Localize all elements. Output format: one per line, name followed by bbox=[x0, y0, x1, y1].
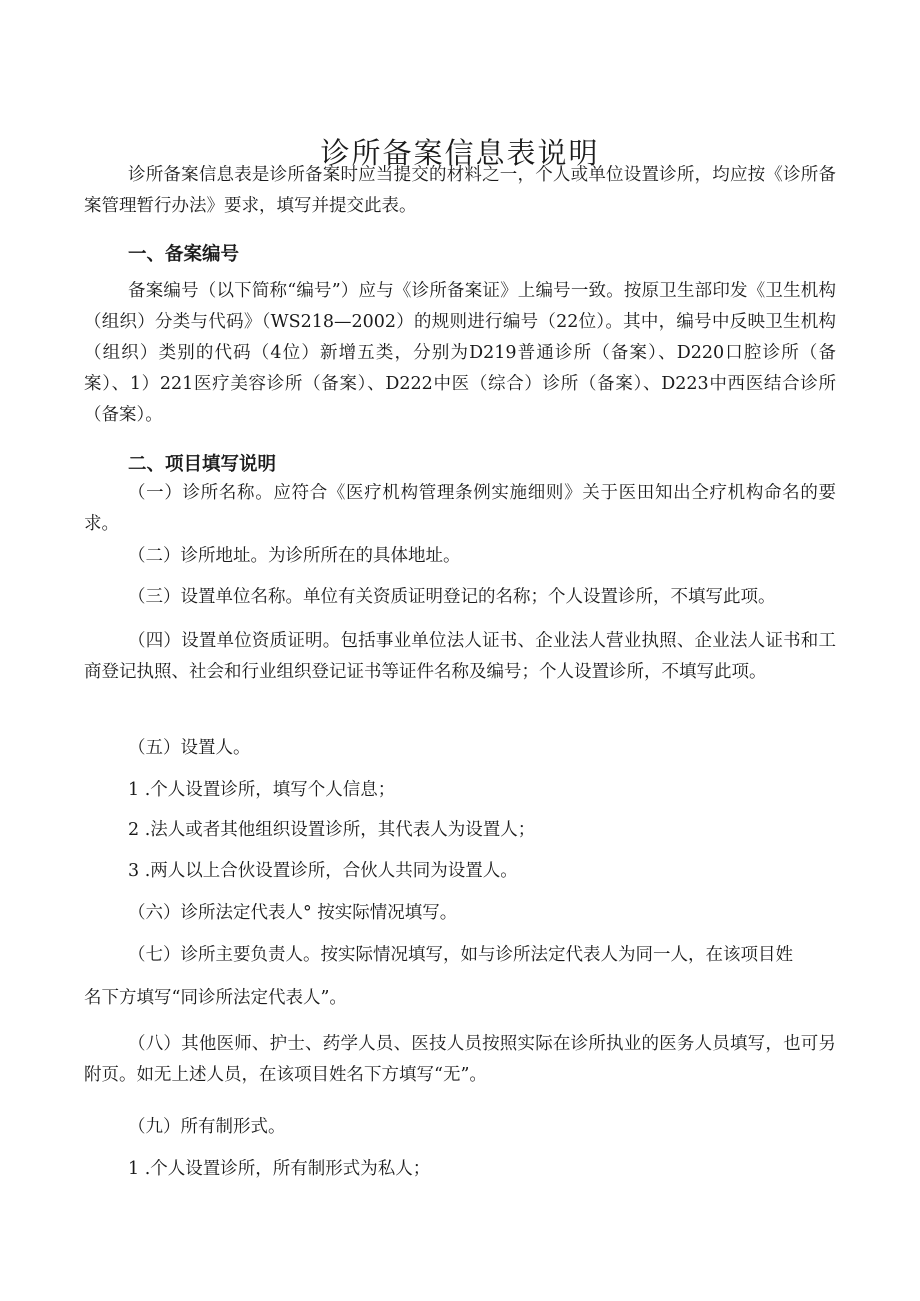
item-clinic-name: （一）诊所名称。应符合《医疗机构管理条例实施细则》关于医田知出仝疗机构命名的要求。 bbox=[84, 483, 836, 534]
item-ownership-rule-1: 1 .个人设置诊所，所有制形式为私人； bbox=[128, 1159, 431, 1179]
item-establisher-rule-2: 2 .法人或者其他组织设置诊所，其代表人为设置人； bbox=[128, 820, 536, 840]
item-clinic-address: （二）诊所地址。为诊所所在的具体地址。 bbox=[128, 546, 461, 566]
section-heading-filing-number: 一、备案编号 bbox=[128, 244, 240, 265]
item-unit-name: （三）设置单位名称。单位有关资质证明登记的名称；个人设置诊所，不填写此项。 bbox=[128, 587, 776, 607]
page-title: 诊所备案信息表说明 bbox=[320, 136, 600, 171]
section-heading-item-instructions: 二、项目填写说明 bbox=[128, 454, 277, 475]
item-establisher: （五）设置人。 bbox=[128, 738, 251, 758]
item-establisher-rule-3: 3 .两人以上合伙设置诊所，合伙人共同为设置人。 bbox=[128, 861, 518, 881]
item-ownership: （九）所有制形式。 bbox=[128, 1117, 286, 1137]
item-legal-representative: （六）诊所法定代表人° 按实际情况填写。 bbox=[128, 903, 458, 923]
filing-number-paragraph: 备案编号（以下简称“编号”）应与《诊所备案证》上编号一致。按原卫生部印发《卫生机构（组织）分类与代码》（WS218—2002）的规则进行编号（22位）。其中，编号中反映卫生机构（组织）类别的代码（4位）新增五类，分别为D219普通诊所（备案）、D220口腔诊所（备案）、1）221医疗美容诊所（备案）、D222中医（综合）诊所（备案）、D223中西医结合诊所（备案）。 bbox=[84, 281, 836, 425]
intro-paragraph: 诊所备案信息表是诊所备案时应当提交的材料之一，个人或单位设置诊所，均应按《诊所备案管理暂行办法》要求，填写并提交此表。 bbox=[84, 165, 836, 216]
item-other-staff: （八）其他医师、护士、药学人员、医技人员按照实际在诊所执业的医务人员填写，也可另附页。如无上述人员，在该项目姓名下方填写“无”。 bbox=[84, 1034, 836, 1085]
item-establisher-rule-1: 1 .个人设置诊所，填写个人信息； bbox=[128, 780, 396, 800]
item-principal-line-1: （七）诊所主要负责人。按实际情况填写，如与诊所法定代表人为同一人，在该项目姓 bbox=[128, 945, 793, 965]
item-principal-line-2: 名下方填写“同诊所法定代表人”。 bbox=[84, 988, 347, 1008]
item-unit-qualification: （四）设置单位资质证明。包括事业单位法人证书、企业法人营业执照、企业法人证书和工商登记执照、社会和行业组织登记证书等证件名称及编号；个人设置诊所，不填写此项。 bbox=[84, 631, 836, 682]
